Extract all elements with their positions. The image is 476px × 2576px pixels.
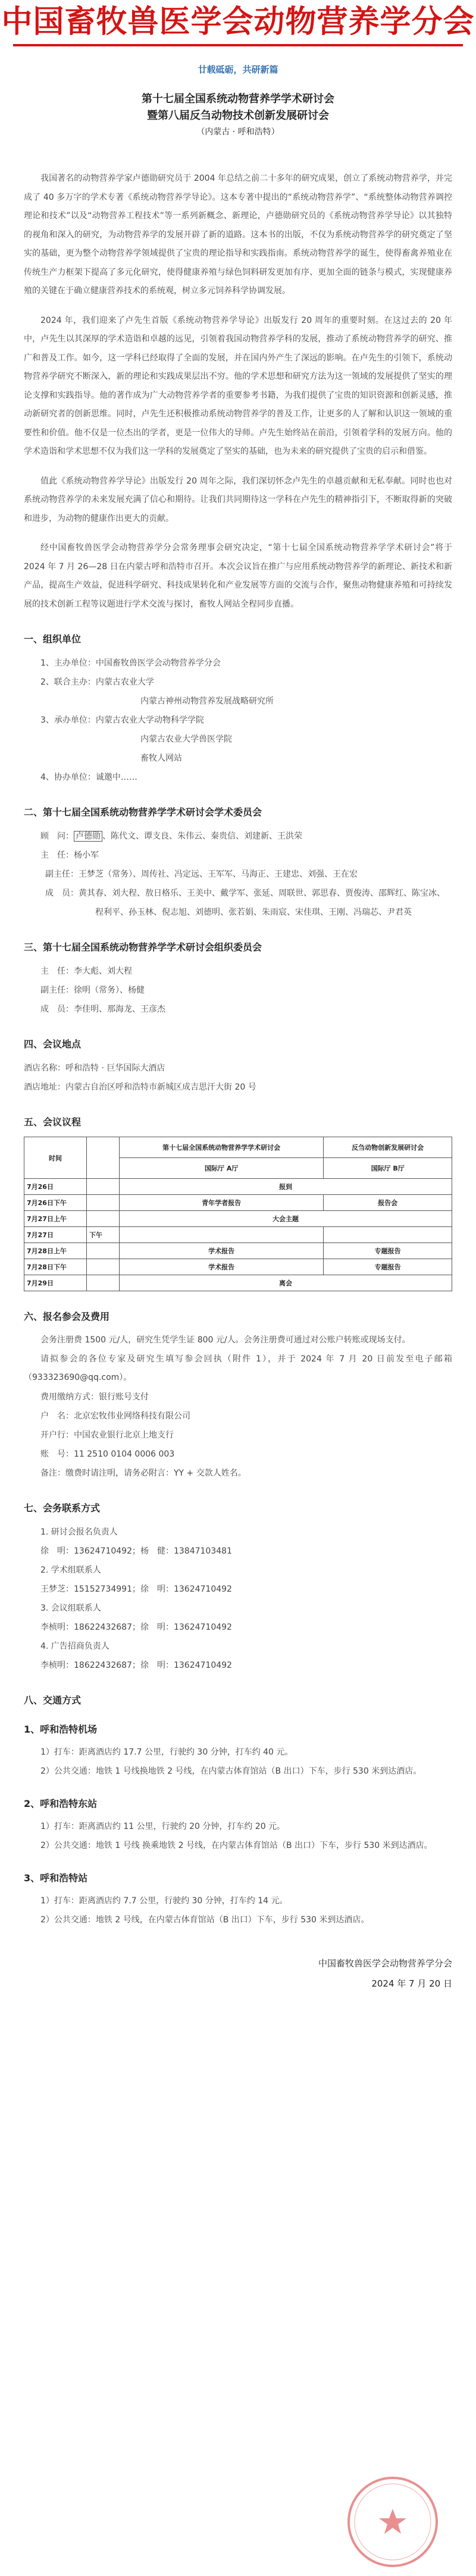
contact-line: 李桢明：18622432687；徐 明：13624710492 — [40, 1660, 232, 1670]
co-host-label: 2、联合主办： — [40, 677, 96, 687]
director-label: 主 任： — [40, 851, 74, 860]
account-name-line — [24, 1407, 452, 1426]
table-cell: 离会 — [120, 1275, 452, 1291]
advisor-label: 顾 问： — [40, 832, 74, 841]
contact-group-title: 1. 研讨会报名负责人 — [40, 1527, 118, 1537]
bank-value: 中国农业银行北京上地支行 — [74, 1430, 174, 1440]
org-director-line — [24, 962, 452, 981]
transport-origin: 3、呼和浩特站 — [24, 1872, 88, 1884]
table-row — [24, 1227, 452, 1243]
table-cell: 专题报告 — [324, 1259, 452, 1275]
org-director-value: 李大彪、刘大程 — [74, 967, 132, 976]
sponsor-line — [24, 768, 452, 787]
address-line — [24, 1078, 452, 1097]
contact-group-title: 2. 学术组联系人 — [40, 1565, 101, 1575]
table-cell: 7月29日 — [24, 1275, 87, 1291]
section-heading: 六、报名参会及费用 — [24, 1311, 110, 1322]
table-cell: 学术报告 — [120, 1259, 324, 1275]
table-cell: 报到 — [120, 1179, 452, 1195]
co-host-value: 内蒙古农业大学 — [95, 677, 154, 687]
table-cell: 7月26日下午 — [24, 1195, 87, 1211]
transport-origin: 1、呼和浩特机场 — [24, 1723, 98, 1735]
signature-block — [24, 1953, 452, 1994]
sponsor-value: 诚邀中…… — [95, 773, 137, 782]
table-cell — [87, 1259, 120, 1275]
member-label: 成 员： — [45, 889, 79, 898]
official-seal-stamp — [345, 2474, 440, 2569]
table-cell — [120, 1227, 324, 1243]
contact-line: 李桢明：18622432687；徐 明：13624710492 — [40, 1622, 232, 1632]
transport-line: 1）打车：距离酒店约 17.7 公里，行驶约 30 分钟，打车约 40 元。 — [40, 1747, 293, 1757]
transport-line: 2）公共交通：地铁 2 号线，在内蒙古体育馆站（B 出口）下车，步行 530 米到达酒店。 — [40, 1915, 369, 1925]
advisor-line — [24, 827, 452, 846]
table-cell: 大会主题 — [120, 1211, 452, 1227]
section-heading: 四、会议地点 — [24, 1038, 82, 1050]
table-cell — [87, 1243, 120, 1259]
org-vice-line — [24, 981, 452, 1000]
table-row — [24, 1195, 452, 1211]
table-cell: 专题报告 — [324, 1243, 452, 1259]
address-value: 内蒙古自治区呼和浩特市新城区成吉思汗大街 20 号 — [65, 1083, 256, 1092]
contact-group-title: 3. 会议组联系人 — [40, 1603, 101, 1613]
org-title: 中国畜牧兽医学会动物营养学分会 — [1, 4, 475, 40]
member-line — [24, 884, 452, 922]
table-header-cell: 反刍动物创新发展研讨会 — [324, 1137, 452, 1158]
co-host-value: 内蒙古神州动物营养发展战略研究所 — [140, 696, 274, 706]
org-director-label: 主 任： — [40, 967, 74, 976]
undertaker-value: 畜牧人网站 — [140, 754, 182, 763]
undertaker-value: 内蒙古农业大学兽医学院 — [140, 735, 232, 744]
vice-value: 王梦芝（常务）、周传社、冯定远、王军军、马海正、王建忠、刘强、王在宏 — [79, 870, 358, 879]
masthead — [0, 0, 476, 46]
table-cell: 下午 — [87, 1227, 120, 1243]
org-vice-value: 徐明（常务）、杨健 — [74, 986, 145, 995]
director-value: 杨小军 — [74, 851, 99, 860]
co-host-line — [24, 673, 452, 692]
table-header-row — [24, 1137, 452, 1158]
table-cell: 7月27日上午 — [24, 1211, 87, 1227]
table-row — [24, 1243, 452, 1259]
signature-date: 2024 年 7 月 20 日 — [371, 1978, 452, 1989]
hotel-label: 酒店名称： — [24, 1063, 65, 1073]
bank-line — [24, 1426, 452, 1445]
intro-paragraph: 我国著名的动物营养学家卢德勋研究员于 2004 年总结之前二十多年的研究成果，创立了系统动物营养学，并完成了 40 多万字的学术专著《系统动物营养学导论》。这本专著中提出的“系统动物营养学”、“系统整体动物营养调控理论和技术”以及“动物营养工程技术”等一系列新概念、新理论，卢德勋研究员的《系统动物营养学导论》以其独特的视角和深入的研究，为动物营养学的发展开辟了新的道路。这本书的出版，不仅为系统动物营养学的研究奠定了坚实的基础，更为整个动物营养学领域提供了宝贵的理论指导和实践指南。系统动物营养学的诞生，使得畜禽养殖业在传统生产力框架下提高了多元化研究，使得健康养殖与绿色饲料研发更加有序、更加全面的链条与模式，实现健康养殖的关键在于确立健康营养技术的系统观，树立多元饲养科学协调发展。 — [24, 174, 452, 296]
hotel-line — [24, 1059, 452, 1078]
table-row — [24, 1259, 452, 1275]
fee-paragraph: 请拟参会的各位专家及研究生填写参会回执（附件 1），并于 2024 年 7 月 20 日前发至电子邮箱（933323690@qq.com）。 — [24, 1354, 452, 1382]
transport-line: 1）打车：距离酒店约 11 公里，行驶约 20 分钟，打车约 20 元。 — [40, 1821, 286, 1831]
table-cell — [87, 1211, 120, 1227]
org-member-label: 成 员： — [40, 1005, 74, 1014]
account-name-value: 北京宏牧伟业网络科技有限公司 — [74, 1411, 190, 1421]
bank-label: 开户行： — [40, 1430, 74, 1440]
transport-line: 2）公共交通：地铁 1 号线换地铁 2 号线，在内蒙古体育馆站（B 出口）下车，步行 530 米到达酒店。 — [40, 1766, 422, 1776]
transport-line: 2）公共交通：地铁 1 号线 换乘地铁 2 号线，在内蒙古体育馆站（B 出口）下车，步行 530 米到达酒店。 — [40, 1840, 433, 1850]
host-line — [24, 654, 452, 673]
payment-note: 备注：缴费时请注明，请务必附言：YY + 交款人姓名。 — [40, 1468, 246, 1478]
host-value: 中国畜牧兽医学会动物营养学分会 — [95, 658, 221, 668]
table-cell — [87, 1195, 120, 1211]
account-number-label: 账 号： — [40, 1449, 74, 1459]
table-cell: 报告会 — [324, 1195, 452, 1211]
signature-org: 中国畜牧兽医学会动物营养学分会 — [318, 1957, 452, 1969]
section-heading: 二、第十七届全国系统动物营养学学术研讨会学术委员会 — [24, 807, 262, 818]
intro-paragraph: 值此《系统动物营养学导论》出版发行 20 周年之际，我们深切怀念卢先生的卓越贡献和无私奉献。同时也也对系统动物营养学的未来发展充满了信心和期待。让我们共同期待这一学科在卢先生的精神指引下，不断取得新的突破和进步，为动物的健康作出更大的贡献。 — [24, 476, 452, 523]
table-cell — [87, 1179, 120, 1195]
intro — [24, 170, 452, 614]
advisor-highlight: 卢德勋 — [74, 831, 102, 842]
table-header-cell: 第十七届全国系统动物营养学学术研讨会 — [120, 1137, 324, 1158]
org-vice-label: 副主任： — [40, 986, 74, 995]
section-heading: 三、第十七届全国系统动物营养学学术研讨会组织委员会 — [24, 942, 262, 953]
table-cell: 学术报告 — [120, 1243, 324, 1259]
transport-line: 1）打车：距离酒店约 7.7 公里，行驶约 30 分钟，打车约 14 元。 — [40, 1896, 288, 1906]
account-number-value: 11 2510 0104 0006 003 — [74, 1449, 175, 1459]
payment-method: 费用缴纳方式：银行账号支付 — [40, 1392, 149, 1402]
document-body — [24, 63, 452, 1994]
intro-paragraph: 经中国畜牧兽医学会动物营养学分会常务理事会研究决定，“第十七届全国系统动物营养学学术研讨会”将于 2024 年 7 月 26—28 日在内蒙古呼和浩特市召开。本次会议旨在推广与应用系统动物营养学的新理论、新技术和新产品，提高生产效益，促进科学研究、科技成果转化和产业发展等方面的交流与合作，聚焦动物健康养殖和可持续发展的技术创新工程等议题进行学术交流与探讨，畜牧人网站全程同步直播。 — [24, 543, 452, 609]
org-member-value: 李佳明、那海龙、王彦杰 — [74, 1005, 165, 1014]
org-member-line — [24, 1000, 452, 1019]
table-header-cell: 国际厅 B厅 — [324, 1158, 452, 1179]
table-row — [24, 1275, 452, 1291]
table-cell: 7月27日 — [24, 1227, 87, 1243]
table-cell — [324, 1227, 452, 1243]
table-cell — [87, 1275, 120, 1291]
agenda-table — [24, 1137, 452, 1291]
header-divider — [13, 44, 463, 46]
transport-origin: 2、呼和浩特东站 — [24, 1797, 98, 1809]
section-heading: 一、组织单位 — [24, 633, 82, 645]
table-header-cell: 国际厅 A厅 — [120, 1158, 324, 1179]
contact-group-title: 4. 广告招商负责人 — [40, 1641, 109, 1651]
account-name-label: 户 名： — [40, 1411, 74, 1421]
title-line-2: 暨第八届反刍动物技术创新发展研讨会 — [147, 109, 329, 122]
undertaker-line — [24, 711, 452, 730]
intro-paragraph: 2024 年，我们迎来了卢先生首版《系统动物营养学导论》出版发行 20 周年的重要时刻。在这过去的 20 年中，卢先生以其深厚的学术造诣和卓越的远见，引领着我国动物营养学科的发展，推动了系统动物营养学的研究、推广和普及工作。如今，这一学科已经取得了全面的发展，并在国内外产生了深远的影响。在卢先生的引领下，系统动物营养学研究不断深入，新的理论和实践成果层出不穷。他的学术思想和研究方法为这一领域的发展提供了坚实的理论支撑和实践指导。他的著作成为广大动物营养学者的重要参考书籍，为我们提供了宝贵的知识资源和创新灵感，推动新研究者的创新思维。同时，卢先生还积极推动系统动物营养学的普及工作，让更多的人了解和认识这一领域的重要性和价值。他不仅是一位杰出的学者，更是一位伟大的导师。卢先生始终站在前沿，引领着学科的发展方向。他的学术造诣和学术思想不仅为我们这一学科的发展奠定了坚实的基础，也为未来的研究提供了宝贵的启示和借鉴。 — [24, 315, 452, 456]
advisor-rest: 、陈代文、谭支良、朱伟云、秦贵信、刘建新、王洪荣 — [102, 832, 302, 841]
table-cell: 青年学者报告 — [120, 1195, 324, 1211]
fee-paragraph: 会务注册费 1500 元/人，研究生凭学生证 800 元/人。会务注册费可通过对公账户转账或现场支付。 — [40, 1335, 411, 1345]
table-header-cell: 时间 — [24, 1137, 87, 1179]
vice-label: 副主任： — [45, 870, 79, 879]
slogan: 廿载砥砺，共研新篇 — [198, 64, 278, 75]
section-heading: 五、会议议程 — [24, 1116, 82, 1128]
section-heading: 七、会务联系方式 — [24, 1502, 101, 1514]
sponsor-label: 4、协办单位： — [40, 773, 96, 782]
contact-line: 徐 明：13624710492；杨 健：13847103481 — [40, 1546, 232, 1556]
host-label: 1、主办单位： — [40, 658, 96, 668]
vice-director-line — [24, 865, 452, 884]
undertaker-label: 3、承办单位： — [40, 716, 96, 725]
section-heading: 八、交通方式 — [24, 1694, 82, 1706]
account-number-line — [24, 1445, 452, 1464]
table-cell: 7月28日下午 — [24, 1259, 87, 1275]
title-location: （内蒙古 · 呼和浩特） — [196, 127, 280, 137]
hotel-value: 呼和浩特 · 巨华国际大酒店 — [65, 1063, 165, 1073]
table-header-cell — [87, 1137, 120, 1179]
table-row — [24, 1179, 452, 1195]
contact-line: 王梦芝：15152734991；徐 明：13624710492 — [40, 1584, 232, 1594]
title-line-1: 第十七届全国系统动物营养学学术研讨会 — [142, 93, 334, 105]
table-cell: 7月28日上午 — [24, 1243, 87, 1259]
undertaker-value: 内蒙古农业大学动物科学学院 — [95, 716, 204, 725]
address-label: 酒店地址： — [24, 1083, 65, 1092]
director-line — [24, 846, 452, 865]
member-value: 黄其春、刘大程、敖日格乐、王美中、戴学军、张延、周联世、郭思春、贾俊涛、邵辉红、陈宝冰、程利平、孙玉林、倪志旭、刘德明、张若娟、朱雨宸、宋佳琪、王刚、冯瑞芯、尹君英 — [79, 889, 445, 917]
table-cell: 7月26日 — [24, 1179, 87, 1195]
table-row — [24, 1211, 452, 1227]
